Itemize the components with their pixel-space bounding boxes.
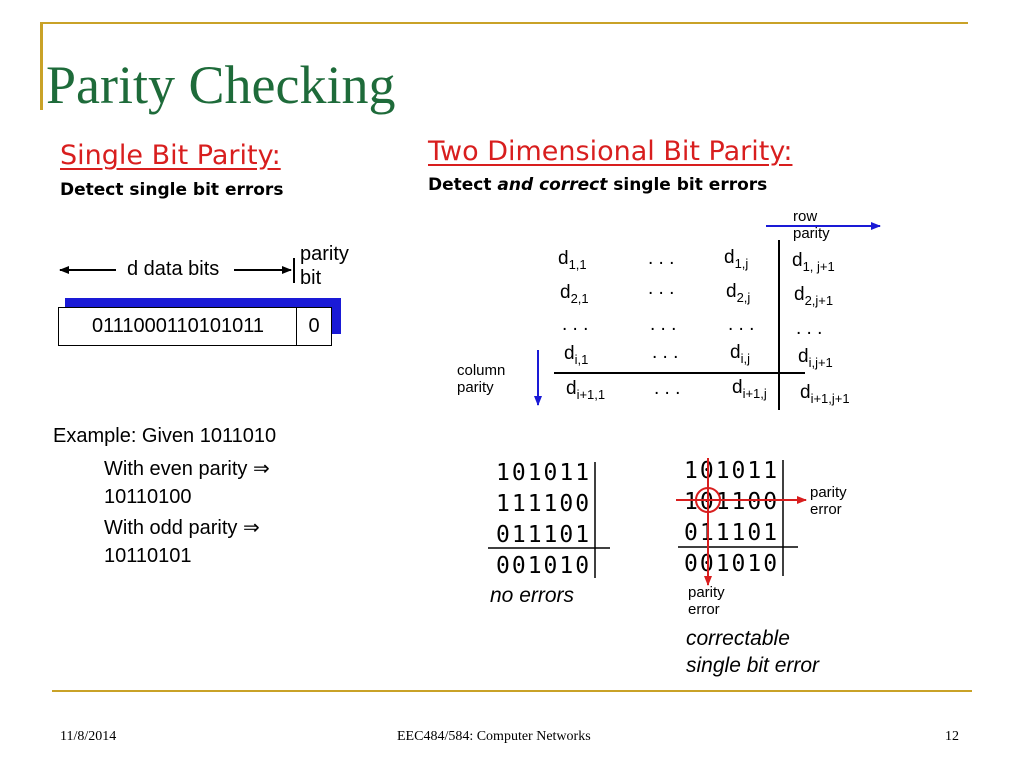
cell-d-i-jp1: $d_{i,j+1}$ [798,346,833,370]
cell-d-2-jp1: $d_{2,j+1}$ [794,284,834,308]
data-bits-box: 0111000110101011 [58,307,298,346]
single-parity-heading: Single Bit Parity: [60,140,281,171]
footer-date: 11/8/2014 [60,729,117,744]
ellipsis-col-j: . . . [728,314,755,335]
cell-d-1-jp1: $d_{1, j+1}$ [792,250,835,274]
example-line-3: 10110100 [104,486,192,508]
footer-page-number: 12 [945,729,959,744]
ellipsis-row-i: . . . [652,342,679,363]
footer-course: EEC484/584: Computer Networks [397,729,591,744]
two-dim-heading: Two Dimensional Bit Parity: [428,136,793,167]
ellipsis-row-ip1: . . . [654,378,681,399]
example-line-2: With even parity ⇒ [104,458,270,480]
cell-d-ip1-jp1: $d_{i+1,j+1}$ [800,382,850,406]
example-line-1: Example: Given 1011010 [53,425,277,447]
parity-bit-box: 0 [296,307,332,346]
matrix-with-error: 101011 101100 011101 001010 [684,458,780,577]
cell-d-ip1-j: $d_{i+1,j}$ [732,377,767,401]
example-line-5: 10110101 [104,545,192,567]
cell-d-i-1: $d_{i,1}$ [564,343,589,367]
parity-bit-label: parity bit [300,243,349,289]
cell-d-1-j: $d_{1,j}$ [724,247,749,271]
matrix-no-errors: 101011 111100 011101 001010 [496,460,592,579]
column-parity-label: column parity [457,362,506,396]
example-line-4: With odd parity ⇒ [104,517,260,539]
cell-d-2-1: $d_{2,1}$ [560,282,589,306]
column-parity-error-label: parity error [688,584,725,618]
ellipsis-col-1: . . . [562,314,589,335]
cell-d-1-1: $d_{1,1}$ [558,248,587,272]
cell-d-ip1-1: $d_{i+1,1}$ [566,378,606,402]
caption-no-errors: no errors [490,584,575,607]
slide-title: Parity Checking [46,55,396,115]
cell-d-2-j: $d_{2,j}$ [726,281,751,305]
single-parity-subtitle: Detect single bit errors [60,180,284,200]
row-parity-label: row parity [793,208,830,242]
ellipsis-center: . . . [650,314,677,335]
cell-d-i-j: $d_{i,j}$ [730,342,750,366]
caption-correctable: correctable single bit error [686,627,820,677]
ellipsis-row-2: . . . [648,278,675,299]
ellipsis-row-1: . . . [648,248,675,269]
row-parity-error-label: parity error [810,484,847,518]
two-dim-subtitle: Detect and correct single bit errors [428,175,768,195]
ellipsis-col-jp1: . . . [796,318,823,339]
data-bits-label: d data bits [127,258,220,280]
